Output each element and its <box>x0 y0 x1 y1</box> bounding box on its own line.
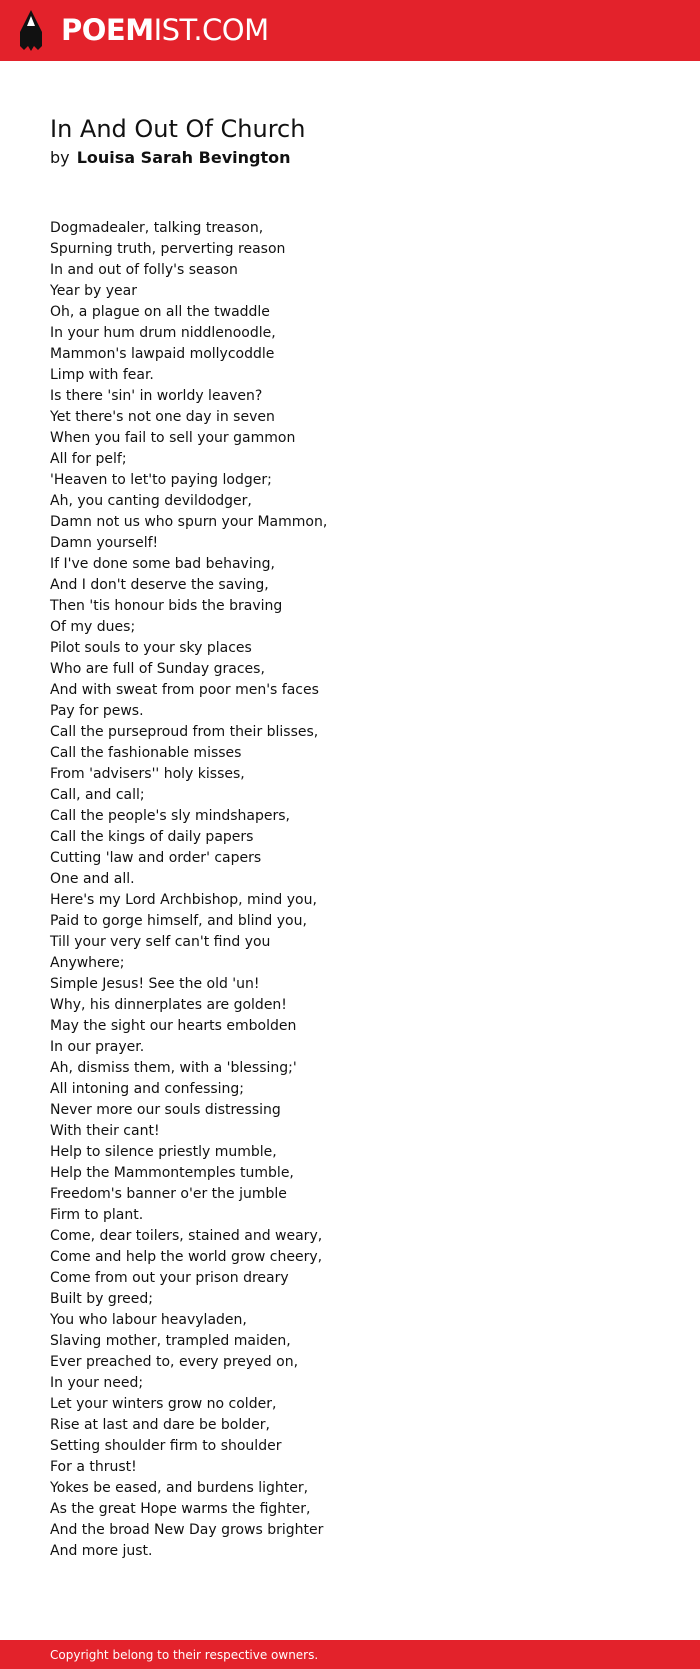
poem-line: Year by year <box>50 283 137 299</box>
poem-line: Who are full of Sunday graces, <box>50 661 265 677</box>
poem-line: In our prayer. <box>50 1039 145 1055</box>
poem-line: One and all. <box>50 871 135 887</box>
poem-line: All intoning and confessing; <box>50 1081 245 1097</box>
poem-line: In your need; <box>50 1375 144 1391</box>
poem-line: Firm to plant. <box>50 1207 144 1223</box>
poem-line: Mammon's lawpaid mollycoddle <box>50 346 275 362</box>
poem-line: Let your winters grow no colder, <box>50 1396 277 1412</box>
poem-line: Then 'tis honour bids the braving <box>50 598 283 614</box>
poem-line: Of my dues; <box>50 619 136 635</box>
poem-body <box>50 218 650 1562</box>
poem-line: Oh, a plague on all the twaddle <box>50 304 270 320</box>
author-name: Louisa Sarah Bevington <box>76 148 291 167</box>
poem-line: In your hum drum niddlenoodle, <box>50 325 276 341</box>
poem-line: Simple Jesus! See the old 'un! <box>50 976 260 992</box>
poem-line: When you fail to sell your gammon <box>50 430 296 446</box>
poem-line: Slaving mother, trampled maiden, <box>50 1333 291 1349</box>
poem-line: Come and help the world grow cheery, <box>50 1249 323 1265</box>
poem-line: Cutting 'law and order' capers <box>50 850 262 866</box>
byline <box>50 147 290 169</box>
poem-line: Yokes be eased, and burdens lighter, <box>50 1480 309 1496</box>
poem-line: Yet there's not one day in seven <box>50 409 275 425</box>
site-header <box>0 0 700 61</box>
poem-line: For a thrust! <box>50 1459 137 1475</box>
poem-line: Till your very self can't find you <box>50 934 271 950</box>
poem-line: Paid to gorge himself, and blind you, <box>50 913 307 929</box>
poem-line: Call the purseproud from their blisses, <box>50 724 319 740</box>
poem-line: Dogmadealer, talking treason, <box>50 220 264 236</box>
poem-line: Damn yourself! <box>50 535 159 551</box>
poem-line: From 'advisers'' holy kisses, <box>50 766 245 782</box>
poem-line: Ah, dismiss them, with a 'blessing;' <box>50 1060 297 1076</box>
poem-line: Call, and call; <box>50 787 145 803</box>
logo-bold-text: POEM <box>61 13 154 47</box>
poem-line: Help the Mammontemples tumble, <box>50 1165 294 1181</box>
poem-line: Never more our souls distressing <box>50 1102 281 1118</box>
by-label: by <box>50 148 70 167</box>
poem-line: As the great Hope warms the fighter, <box>50 1501 311 1517</box>
poem-line: In and out of folly's season <box>50 262 238 278</box>
site-footer <box>0 1640 700 1669</box>
poem-line: Freedom's banner o'er the jumble <box>50 1186 287 1202</box>
poem-line: Pay for pews. <box>50 703 144 719</box>
poem-line: Pilot souls to your sky places <box>50 640 252 656</box>
poem-line: And I don't deserve the saving, <box>50 577 269 593</box>
poem-line: And the broad New Day grows brighter <box>50 1522 324 1538</box>
poem-line: Damn not us who spurn your Mammon, <box>50 514 328 530</box>
copyright-text: Copyright belong to their respective owners. <box>50 1648 319 1662</box>
logo-light-text: IST.COM <box>153 13 269 47</box>
poem-line: Spurning truth, perverting reason <box>50 241 286 257</box>
poem-title: In And Out Of Church <box>50 115 306 143</box>
poem-line: Call the people's sly mindshapers, <box>50 808 291 824</box>
poem-line: Ever preached to, every preyed on, <box>50 1354 299 1370</box>
pencil-icon <box>18 10 44 52</box>
poem-line: With their cant! <box>50 1123 160 1139</box>
poem-line: And more just. <box>50 1543 153 1559</box>
poem-line: Limp with fear. <box>50 367 154 383</box>
poem-line: And with sweat from poor men's faces <box>50 682 319 698</box>
poem-line: Call the kings of daily papers <box>50 829 254 845</box>
poem-line: 'Heaven to let'to paying lodger; <box>50 472 272 488</box>
poem-line: Why, his dinnerplates are golden! <box>50 997 287 1013</box>
site-logo[interactable] <box>18 10 269 52</box>
poem-line: You who labour heavyladen, <box>50 1312 247 1328</box>
poem-line: Help to silence priestly mumble, <box>50 1144 277 1160</box>
poem-line: Call the fashionable misses <box>50 745 242 761</box>
poem-line: Ah, you canting devildodger, <box>50 493 252 509</box>
poem-line: Rise at last and dare be bolder, <box>50 1417 270 1433</box>
poem-line: Anywhere; <box>50 955 125 971</box>
poem-line: If I've done some bad behaving, <box>50 556 275 572</box>
poem-line: Is there 'sin' in worldy leaven? <box>50 388 263 404</box>
poem-line: Here's my Lord Archbishop, mind you, <box>50 892 317 908</box>
poem-line: Setting shoulder firm to shoulder <box>50 1438 282 1454</box>
logo-wordmark <box>61 13 269 47</box>
poem-line: Come from out your prison dreary <box>50 1270 289 1286</box>
poem-line: All for pelf; <box>50 451 127 467</box>
poem-line: Built by greed; <box>50 1291 153 1307</box>
poem-line: May the sight our hearts embolden <box>50 1018 297 1034</box>
poem-line: Come, dear toilers, stained and weary, <box>50 1228 323 1244</box>
